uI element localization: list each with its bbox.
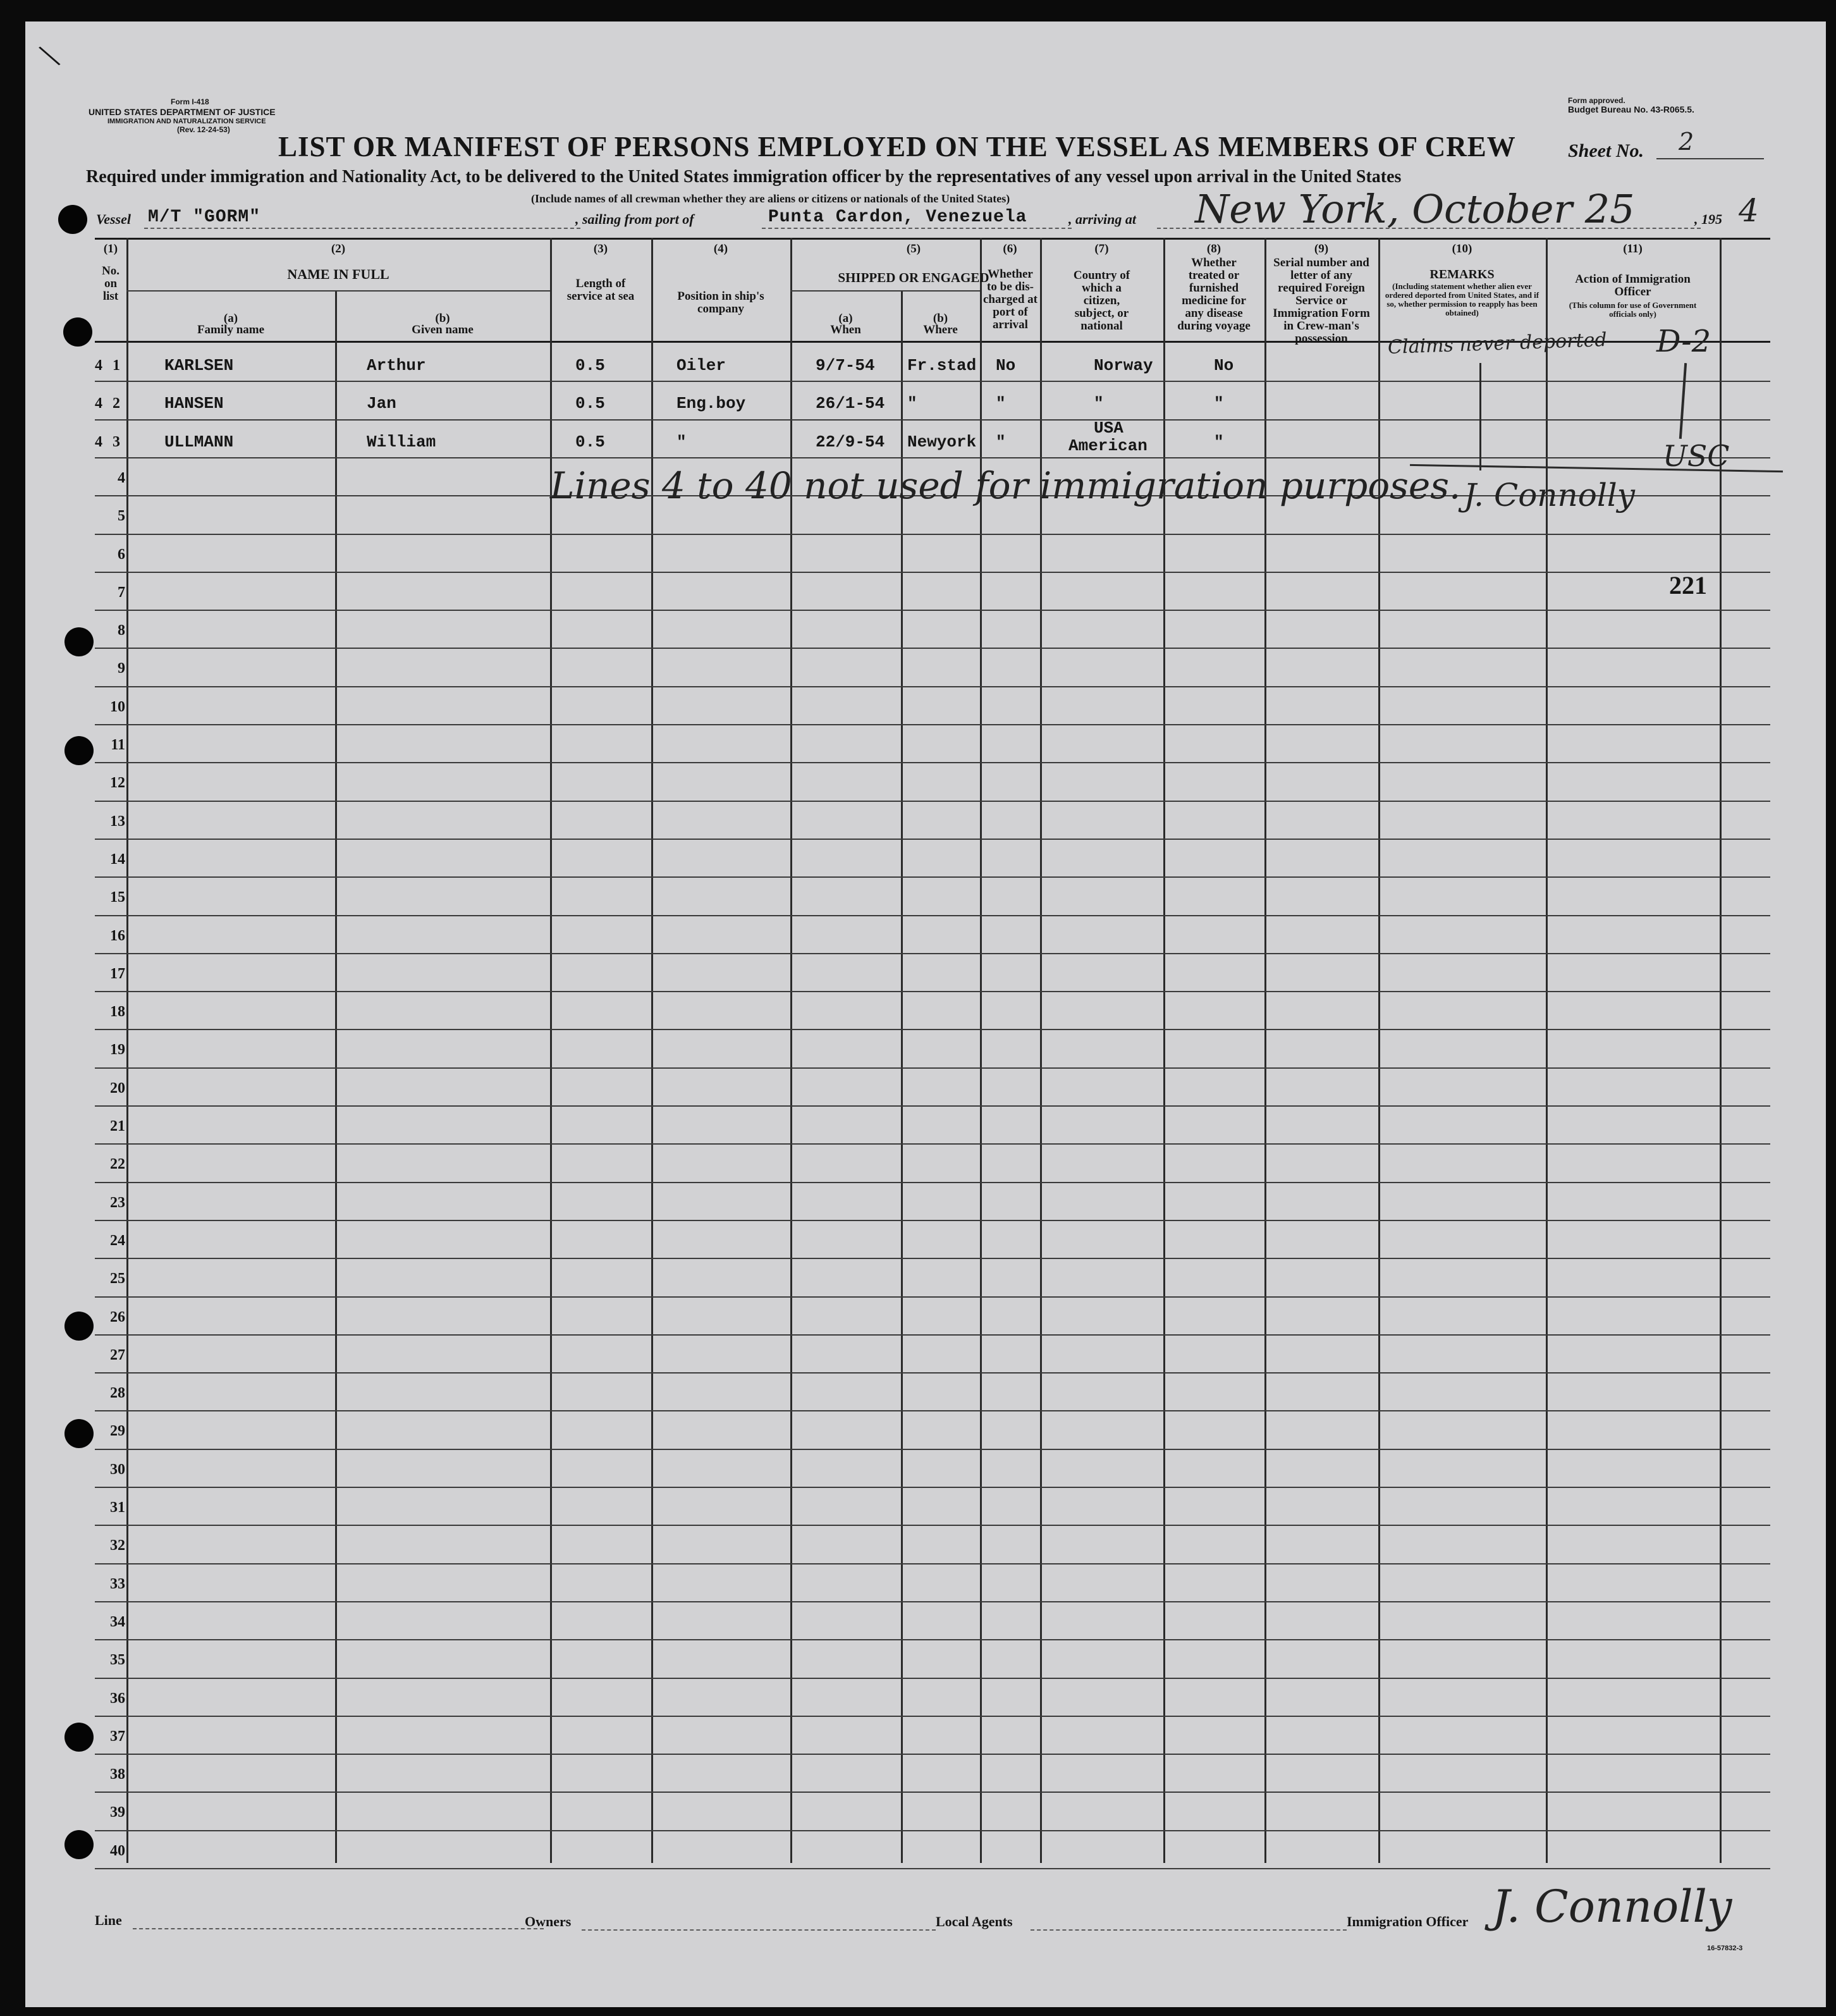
crew-family: KARLSEN	[164, 356, 234, 375]
form-subtitle: Required under immigration and Nationality Act, to be delivered to the United States immigration officer by the representatives of any vessel upon arrival in the United States	[86, 167, 1402, 187]
crew-service: 0.5	[575, 394, 605, 413]
row-number: 6	[118, 546, 125, 563]
crew-medicine: "	[1214, 394, 1224, 413]
crew-medicine: "	[1214, 433, 1224, 452]
row-rule	[95, 1868, 1770, 1869]
row-rule	[95, 1372, 1770, 1374]
row-rule	[95, 1410, 1770, 1411]
col5b-title: Where	[923, 323, 958, 336]
crew-service: 0.5	[575, 356, 605, 375]
row-number: 11	[111, 737, 125, 753]
col5-title: SHIPPED OR ENGAGED	[838, 270, 989, 285]
row-rule	[95, 1143, 1770, 1145]
row-number: 29	[110, 1423, 125, 1439]
row-rule	[95, 1182, 1770, 1183]
punch-hole	[64, 1723, 94, 1752]
row-rule	[95, 572, 1770, 573]
department: UNITED STATES DEPARTMENT OF JUSTICE	[89, 107, 276, 117]
col1-title: No. on list	[102, 264, 119, 303]
col2a-title: Family name	[197, 323, 265, 336]
row-number: 15	[110, 889, 125, 906]
col10-title: REMARKS	[1429, 267, 1495, 281]
row-rule	[95, 991, 1770, 992]
crew-given: Arthur	[367, 356, 426, 375]
col5b-num: (b)	[933, 312, 948, 325]
page-stamp: 221	[1669, 571, 1707, 599]
remarks-stroke	[1479, 363, 1481, 470]
row-rule	[95, 1296, 1770, 1298]
row-rule	[95, 1105, 1770, 1107]
row-number: 40	[110, 1843, 125, 1859]
row-number: 38	[110, 1766, 125, 1783]
sailing-from: Punta Cardon, Venezuela	[768, 207, 1027, 227]
col4-title: Position in ship's company	[677, 290, 764, 316]
row-number: 20	[110, 1080, 125, 1097]
row-rule	[95, 1525, 1770, 1526]
row-rule	[95, 1449, 1770, 1450]
row-number: 28	[110, 1385, 125, 1401]
punch-hole	[64, 1830, 94, 1859]
officer-signature-mid: J. Connolly	[1464, 477, 1636, 513]
crew-no: 2	[113, 395, 120, 412]
sheet-number: 2	[1679, 128, 1694, 156]
crew-medicine: No	[1214, 356, 1234, 375]
crew-discharge: "	[996, 394, 1006, 413]
row-rule	[95, 610, 1770, 611]
row-rule	[95, 1601, 1770, 1602]
col2-num: (2)	[331, 242, 346, 255]
row-rule	[95, 801, 1770, 802]
row-number: 30	[110, 1461, 125, 1478]
punch-hole	[64, 1312, 94, 1341]
punch-hole	[58, 205, 87, 234]
row-rule	[95, 1258, 1770, 1259]
footer-line-label: Line	[95, 1912, 122, 1928]
row-number: 9	[118, 660, 125, 677]
row-rule	[95, 648, 1770, 649]
crew-discharge: No	[996, 356, 1016, 375]
form-approved: Form approved.	[1568, 96, 1625, 105]
print-code: 16-57832-3	[1707, 1945, 1743, 1952]
row-rule	[95, 876, 1770, 878]
row-rule	[95, 953, 1770, 954]
row-number: 17	[110, 966, 125, 982]
row-number: 33	[110, 1576, 125, 1592]
crew-pre: 4	[95, 357, 102, 374]
col2-title: NAME IN FULL	[287, 266, 389, 282]
col11-title: Action of Immigration Officer	[1575, 273, 1691, 298]
crew-country: Norway	[1094, 356, 1153, 375]
crew-where: Newyork	[907, 433, 977, 452]
sheet-label: Sheet No.	[1568, 140, 1644, 161]
row-number: 16	[110, 928, 125, 944]
row-number: 27	[110, 1347, 125, 1363]
row-number: 10	[110, 699, 125, 715]
col7-title: Country of which a citizen, subject, or national	[1073, 269, 1130, 333]
row-rule	[95, 1716, 1770, 1717]
crew-country: "	[1094, 394, 1104, 413]
col2a-num: (a)	[223, 312, 238, 325]
arriving-at: New York, October 25	[1195, 186, 1635, 232]
col9-num: (9)	[1314, 242, 1329, 255]
col3-title: Length of service at sea	[566, 277, 635, 303]
arriving-label: , arriving at	[1068, 211, 1136, 227]
revision: (Rev. 12-24-53)	[177, 125, 230, 134]
crew-service: 0.5	[575, 433, 605, 452]
col10-note: (Including statement whether alien ever ordered deported from United States, and if so, whether permission to reapply has been obtained)	[1385, 281, 1539, 317]
col6-num: (6)	[1003, 242, 1017, 255]
col9-title: Serial number and letter of any required Foreign Service or Immigration Form in Crew-man's possession	[1273, 256, 1370, 345]
punch-hole	[64, 736, 94, 765]
col2b-title: Given name	[412, 323, 474, 336]
row-number: 23	[110, 1195, 125, 1211]
row-rule	[95, 1639, 1770, 1640]
row-number: 37	[110, 1728, 125, 1745]
row-number: 19	[110, 1042, 125, 1058]
row-rule	[95, 724, 1770, 725]
col7-num: (7)	[1094, 242, 1109, 255]
crew-family: HANSEN	[164, 394, 224, 413]
row-number: 21	[110, 1118, 125, 1134]
remarks-note: Claims never deported	[1387, 328, 1608, 359]
row-number: 39	[110, 1804, 125, 1821]
row-number: 25	[110, 1270, 125, 1287]
crew-position: Eng.boy	[676, 394, 746, 413]
bracket-stroke	[1679, 363, 1687, 439]
year-label: , 195	[1694, 211, 1722, 227]
row-number: 4	[118, 470, 125, 486]
footer-owners-label: Owners	[525, 1914, 572, 1929]
row-number: 36	[110, 1690, 125, 1707]
corner-mark: \	[34, 35, 64, 77]
row-rule	[95, 381, 1770, 382]
col11-note: (This column for use of Government officials only)	[1569, 300, 1697, 319]
row-rule	[95, 686, 1770, 687]
budget-bureau: Budget Bureau No. 43-R065.5.	[1568, 104, 1694, 114]
year-digit: 4	[1739, 192, 1759, 229]
row-rule	[95, 1792, 1770, 1793]
form-title: LIST OR MANIFEST OF PERSONS EMPLOYED ON THE VESSEL AS MEMBERS OF CREW	[278, 131, 1516, 163]
officer-signature-bottom: J. Connolly	[1492, 1881, 1732, 1933]
row-rule	[95, 457, 1770, 458]
row-rule	[95, 1563, 1770, 1564]
col5a-title: When	[830, 323, 861, 336]
col10-num: (10)	[1452, 242, 1472, 255]
row-number: 26	[110, 1309, 125, 1325]
row-rule	[95, 534, 1770, 535]
col3-num: (3)	[593, 242, 608, 255]
crew-where: Fr.stad	[907, 356, 977, 375]
row-rule	[95, 1678, 1770, 1679]
row-rule	[95, 1754, 1770, 1755]
row-number: 24	[110, 1232, 125, 1249]
row-number: 7	[118, 584, 125, 601]
crew-pre: 4	[95, 395, 102, 412]
row-rule	[95, 762, 1770, 763]
crew-no: 3	[113, 434, 120, 450]
vessel-name: M/T "GORM"	[148, 207, 261, 227]
action-note: D-2	[1656, 324, 1711, 359]
crew-position: Oiler	[676, 356, 726, 375]
row-rule	[95, 839, 1770, 840]
col2b-num: (b)	[435, 312, 450, 325]
sailing-label: , sailing from port of	[575, 211, 694, 227]
col5a-num: (a)	[838, 312, 853, 325]
row-number: 34	[110, 1614, 125, 1630]
punch-hole	[63, 317, 92, 347]
footer-officer-label: Immigration Officer	[1347, 1914, 1469, 1929]
crew-given: Jan	[367, 394, 396, 413]
action-note-2: USC	[1663, 439, 1730, 473]
col11-num: (11)	[1623, 242, 1643, 255]
row-number: 12	[110, 775, 125, 791]
punch-hole	[64, 627, 94, 656]
crew-given: William	[367, 433, 436, 452]
row-rule	[95, 1487, 1770, 1488]
col1-num: (1)	[103, 242, 118, 255]
vessel-label: Vessel	[96, 211, 131, 227]
col8-title: Whether treated or furnished medicine for any disease during voyage	[1177, 256, 1251, 333]
lines-not-used-note: Lines 4 to 40 not used for immigration purposes.	[550, 464, 1461, 507]
crew-where: "	[907, 394, 917, 413]
crew-position: "	[676, 433, 687, 452]
row-rule	[95, 419, 1770, 421]
row-number: 18	[110, 1004, 125, 1020]
row-rule	[95, 1067, 1770, 1069]
crew-country: USA	[1094, 419, 1123, 438]
crew-country2: American	[1068, 436, 1148, 455]
crew-when: 22/9-54	[816, 433, 885, 452]
punch-hole	[64, 1419, 94, 1448]
col8-num: (8)	[1206, 242, 1221, 255]
row-number: 31	[110, 1499, 125, 1516]
crew-when: 9/7-54	[816, 356, 875, 375]
crew-pre: 4	[95, 434, 102, 450]
row-rule	[95, 1830, 1770, 1831]
crew-when: 26/1-54	[816, 394, 885, 413]
row-number: 13	[110, 813, 125, 830]
row-number: 35	[110, 1652, 125, 1668]
row-rule	[95, 1029, 1770, 1030]
row-rule	[95, 1220, 1770, 1221]
form-number: Form I-418	[171, 97, 209, 106]
col4-num: (4)	[713, 242, 728, 255]
row-number: 5	[118, 508, 125, 524]
row-number: 8	[118, 622, 125, 639]
col5-num: (5)	[906, 242, 921, 255]
manifest-sheet	[25, 22, 1826, 2007]
service: IMMIGRATION AND NATURALIZATION SERVICE	[107, 118, 266, 125]
crew-no: 1	[113, 357, 120, 374]
row-number: 14	[110, 851, 125, 868]
row-rule	[95, 915, 1770, 916]
col6-title: Whether to be dis-charged at port of arrival	[982, 267, 1037, 331]
crew-family: ULLMANN	[164, 433, 234, 452]
row-number: 22	[110, 1156, 125, 1172]
include-note: (Include names of all crewman whether they are aliens or citizens or nationals of the United States)	[531, 192, 1010, 205]
crew-discharge: "	[996, 433, 1006, 452]
row-number: 32	[110, 1537, 125, 1554]
row-rule	[95, 1334, 1770, 1336]
footer-agents-label: Local Agents	[936, 1914, 1013, 1929]
